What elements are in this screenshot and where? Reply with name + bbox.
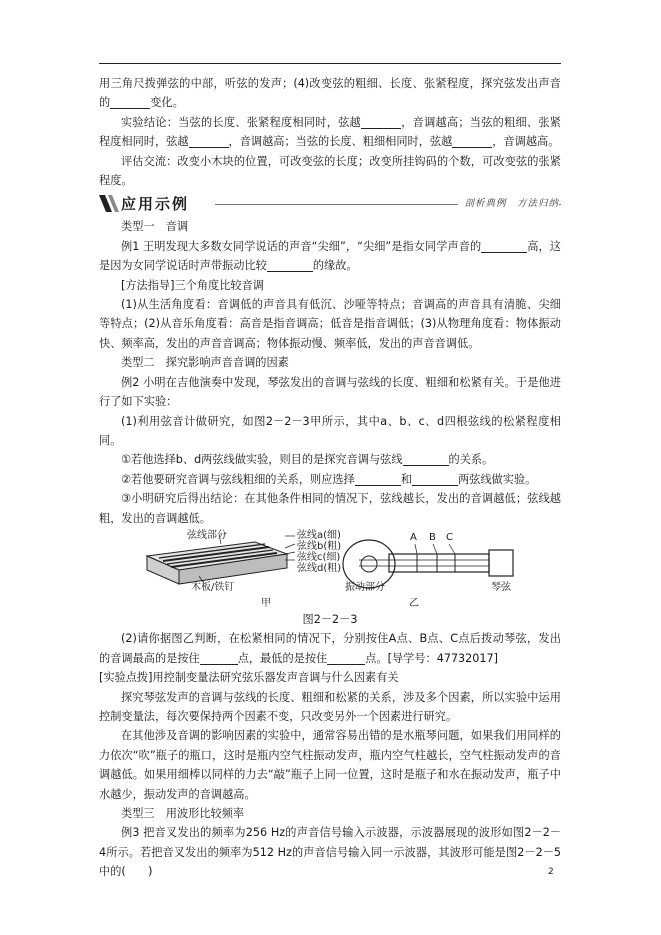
section-title: 应用示例	[121, 195, 190, 214]
paragraph-experiment-conclusion: 实验结论：当弦的长度、张紧程度相同时，弦越 ，音调越高；当弦的粗细、张紧程度相同时，弦越 ，音调越高；当弦的长度、粗细相同时，弦越 ，音调越高。	[99, 115, 561, 149]
figure-label: 弦线a(细)	[297, 529, 341, 541]
header-rule	[99, 63, 561, 64]
page-number: 2	[548, 867, 554, 877]
example-2-choice-1: ①若他选择b、d两弦线做实验，则目的是探究音调与弦线 的关系。	[121, 453, 494, 467]
answer-blank[interactable]	[481, 239, 527, 253]
example-2-q2: (2)请你据图乙判断，在松紧相同的情况下，分别按住A点、B点、C点后拨动琴弦，发出的音调最高的是按住 点，最低的是按住 点。[导学号：47732017]	[99, 632, 561, 665]
figure-label: 弦线b(粗)	[297, 540, 342, 552]
section-header	[99, 193, 561, 215]
figure-sublabel-jia: 甲	[261, 597, 271, 609]
figure-sublabel-yi: 乙	[409, 597, 419, 609]
figure-label: 振动部分	[345, 581, 385, 593]
answer-blank[interactable]	[110, 95, 150, 109]
tip-body-2: 在其他涉及音调的影响因素的实验中，通常容易出错的是水瓶琴问题，如果我们用同样的力依次“吹”瓶子的瓶口，这时是瓶内空气柱振动发声，瓶内空气柱越长，空气柱振动发声的音调越低。如果用细棒以同样的力去“敲”瓶子上同一位置，这时是瓶子和水在振动发声，瓶子中水越少，振动发声的音调越高。	[99, 729, 561, 801]
figure-label: B	[429, 531, 436, 543]
figure-label: 琴弦	[491, 581, 511, 593]
answer-blank[interactable]	[412, 472, 458, 486]
example-2-intro: 例2 小明在吉他演奏中发现，琴弦发出的音调与弦线的长度、粗细和松紧有关。于是他进行了如下实验：	[99, 375, 561, 409]
method-heading: [方法指导]三个角度比较音调	[121, 278, 264, 292]
page-content	[99, 74, 561, 882]
figure-caption: 图2－2－3	[302, 612, 358, 626]
section-mark-icon	[99, 195, 119, 212]
answer-blank[interactable]	[189, 134, 229, 148]
example-2-q1: (1)利用弦音计做研究，如图2－2－3甲所示，其中a、b、c、d四根弦线的松紧程度相同。	[99, 414, 561, 447]
tip-body-1: 探究琴弦发声的音调与弦线的长度、粗细和松紧的关系，涉及多个因素，所以实验中运用控制变量法，每次要保持两个因素不变，只改变另外一个因素进行研究。	[99, 690, 561, 723]
method-body: (1)从生活角度看：音调低的声音具有低沉、沙哑等特点；音调高的声音具有清脆、尖细等特点；(2)从音乐角度看：高音是指音调高；低音是指音调低；(3)从物理角度看：物体振动快、频率高，发出的声音音调高；物体振动慢、频率低，发出的声音音调低。	[99, 298, 561, 350]
figure-label: 木板/铁钉	[191, 581, 235, 593]
example-1: 例1 王明发现大多数女同学说话的声音“尖细”，“尖细”是指女同学声音的 高，这是因为女同学说话时声带振动比较 的缘故。	[99, 239, 561, 273]
answer-blank[interactable]	[200, 651, 238, 665]
example-3: 例3 把音叉发出的频率为256 Hz的声音信号输入示波器，示波器展现的波形如图2－2－4所示。若把音叉发出的频率为512 Hz的声音信号输入同一示波器，其波形可能是图2－2－5中的( )	[99, 826, 561, 879]
answer-blank[interactable]	[403, 452, 449, 466]
type-heading-2: 类型二 探究影响声音音调的因素	[121, 356, 289, 370]
figure-label: C	[446, 531, 453, 543]
type-heading-1: 类型一 音调	[121, 220, 189, 234]
example-2-choice-2: ②若他要研究音调与弦线粗细的关系，则应选择 和 两弦线做实验。	[121, 472, 537, 486]
answer-blank[interactable]	[267, 258, 313, 272]
answer-blank[interactable]	[361, 115, 401, 129]
figure-label: 弦线部分	[187, 529, 227, 541]
answer-blank[interactable]	[327, 651, 365, 665]
paragraph-evaluation: 评估交流：改变小木块的位置，可改变弦的长度；改变所挂钩码的个数，可改变弦的张紧程度。	[99, 154, 561, 188]
section-slogan: 剖析典例 方法归纳	[458, 196, 559, 212]
answer-blank[interactable]	[452, 134, 492, 148]
example-2-choice-3: ③小明研究后得出结论：在其他条件相同的情况下，弦线越长，发出的音调越低；弦线越粗，发出的音调越低。	[99, 492, 561, 525]
figure-label: 弦线c(细)	[297, 551, 341, 563]
tip-heading: [实验点拨]用控制变量法研究弦乐器发声音调与什么因素有关	[99, 671, 399, 685]
figure-label: A	[410, 531, 417, 543]
figure-label: 弦线d(粗)	[297, 562, 342, 574]
answer-blank[interactable]	[355, 472, 401, 486]
figure-2-2-3	[99, 530, 561, 610]
paragraph-experiment-steps: 用三角尺拨弹弦的中部，听弦的发声；(4)改变弦的粗细、长度、张紧程度，探究弦发出声音的 变化。	[99, 77, 561, 110]
type-heading-3: 类型三 用波形比较频率	[121, 807, 245, 820]
